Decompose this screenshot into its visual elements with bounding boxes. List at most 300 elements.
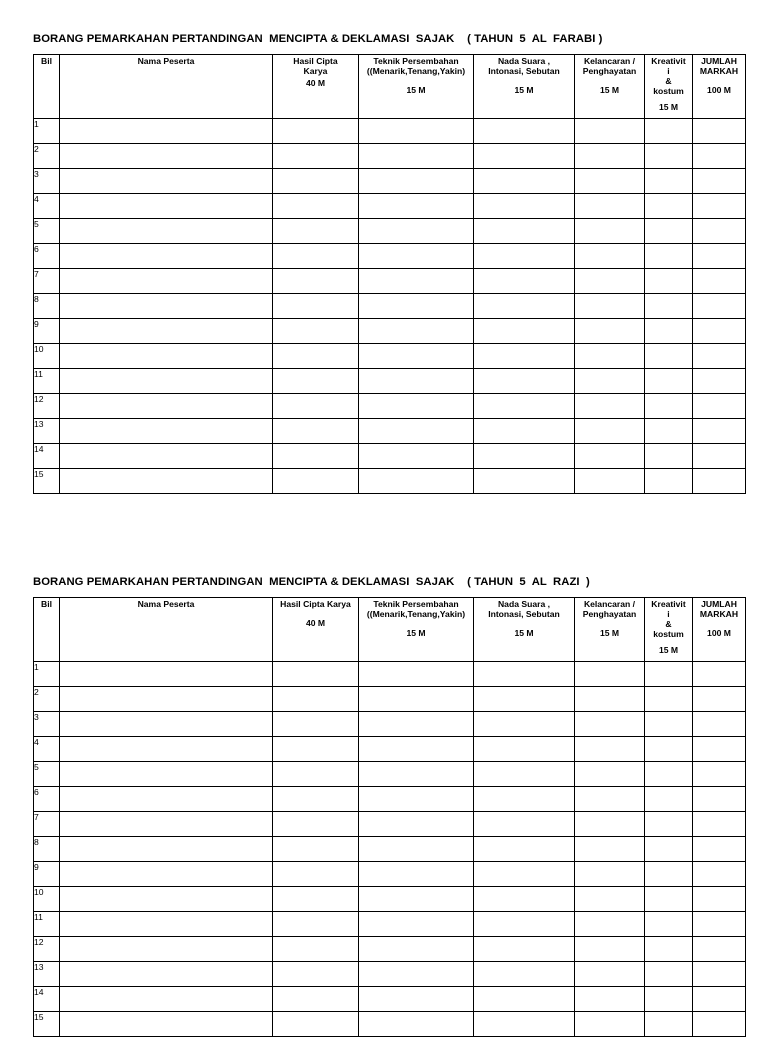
- table-row: [34, 812, 746, 837]
- nama-cell[interactable]: [60, 269, 273, 294]
- bil-cell: 3: [34, 712, 60, 737]
- header-hasil-cipta-karya: [273, 55, 359, 119]
- jumlah-cell[interactable]: [693, 119, 746, 144]
- nama-cell[interactable]: [60, 962, 273, 987]
- hasil-cell[interactable]: [273, 194, 359, 219]
- table-row: [34, 369, 746, 394]
- bil-cell: 14: [34, 444, 60, 469]
- kreativiti-cell[interactable]: [645, 144, 693, 169]
- nada-cell[interactable]: [474, 394, 575, 419]
- hasil-cell[interactable]: [273, 812, 359, 837]
- kreativiti-cell[interactable]: [645, 419, 693, 444]
- kelancaran-cell[interactable]: [575, 144, 645, 169]
- bil-cell: 12: [34, 937, 60, 962]
- bil-cell: 5: [34, 219, 60, 244]
- jumlah-cell[interactable]: [693, 194, 746, 219]
- kelancaran-cell[interactable]: [575, 987, 645, 1012]
- kelancaran-cell[interactable]: [575, 244, 645, 269]
- bil-cell: 15: [34, 1012, 60, 1037]
- nada-cell[interactable]: [474, 837, 575, 862]
- nama-cell[interactable]: [60, 144, 273, 169]
- kelancaran-cell[interactable]: [575, 912, 645, 937]
- header-nada-suara: [474, 55, 575, 119]
- form-title: BORANG PEMARKAHAN PERTANDINGAN MENCIPTA & DEKLAMASI SAJAK ( TAHUN 5 AL RAZI ): [33, 576, 590, 588]
- header-kreativiti-marks: 15 M: [658, 102, 679, 112]
- nama-cell[interactable]: [60, 469, 273, 494]
- bil-cell: 2: [34, 144, 60, 169]
- kreativiti-cell[interactable]: [645, 937, 693, 962]
- header-hasil-marks: 40 M: [305, 618, 326, 628]
- kreativiti-cell[interactable]: [645, 394, 693, 419]
- jumlah-cell[interactable]: [693, 987, 746, 1012]
- kelancaran-cell[interactable]: [575, 887, 645, 912]
- teknik-cell[interactable]: [359, 319, 474, 344]
- bil-cell: 8: [34, 294, 60, 319]
- nada-cell[interactable]: [474, 319, 575, 344]
- nama-cell[interactable]: [60, 369, 273, 394]
- header-kelancaran-marks: 15 M: [599, 85, 620, 95]
- jumlah-cell[interactable]: [693, 687, 746, 712]
- hasil-cell[interactable]: [273, 987, 359, 1012]
- teknik-cell[interactable]: [359, 119, 474, 144]
- jumlah-cell[interactable]: [693, 762, 746, 787]
- table-row: [34, 987, 746, 1012]
- hasil-cell[interactable]: [273, 862, 359, 887]
- hasil-cell[interactable]: [273, 294, 359, 319]
- nada-cell[interactable]: [474, 887, 575, 912]
- header-kelancaran: [575, 55, 645, 119]
- nada-cell[interactable]: [474, 862, 575, 887]
- header-bil: [34, 598, 60, 662]
- kelancaran-cell[interactable]: [575, 862, 645, 887]
- nama-cell[interactable]: [60, 194, 273, 219]
- kelancaran-cell[interactable]: [575, 419, 645, 444]
- nama-cell[interactable]: [60, 119, 273, 144]
- kelancaran-cell[interactable]: [575, 812, 645, 837]
- nada-cell[interactable]: [474, 1012, 575, 1037]
- kelancaran-cell[interactable]: [575, 194, 645, 219]
- jumlah-cell[interactable]: [693, 737, 746, 762]
- hasil-cell[interactable]: [273, 344, 359, 369]
- teknik-cell[interactable]: [359, 987, 474, 1012]
- jumlah-cell[interactable]: [693, 787, 746, 812]
- header-jumlah-markah: [693, 55, 746, 119]
- nama-cell[interactable]: [60, 444, 273, 469]
- nada-cell[interactable]: [474, 812, 575, 837]
- nada-cell[interactable]: [474, 662, 575, 687]
- table-row: [34, 319, 746, 344]
- nama-cell[interactable]: [60, 762, 273, 787]
- header-kelancaran: [575, 598, 645, 662]
- kelancaran-cell[interactable]: [575, 962, 645, 987]
- jumlah-cell[interactable]: [693, 1012, 746, 1037]
- nama-cell[interactable]: [60, 344, 273, 369]
- hasil-cell[interactable]: [273, 912, 359, 937]
- bil-cell: 10: [34, 344, 60, 369]
- nama-cell[interactable]: [60, 887, 273, 912]
- bil-cell: 15: [34, 469, 60, 494]
- kreativiti-cell[interactable]: [645, 469, 693, 494]
- kreativiti-cell[interactable]: [645, 762, 693, 787]
- nada-cell[interactable]: [474, 987, 575, 1012]
- kelancaran-cell[interactable]: [575, 444, 645, 469]
- bil-cell: 5: [34, 762, 60, 787]
- teknik-cell[interactable]: [359, 469, 474, 494]
- table-row: [34, 762, 746, 787]
- kelancaran-cell[interactable]: [575, 737, 645, 762]
- kreativiti-cell[interactable]: [645, 344, 693, 369]
- bil-cell: 12: [34, 394, 60, 419]
- hasil-cell[interactable]: [273, 712, 359, 737]
- nada-cell[interactable]: [474, 194, 575, 219]
- kelancaran-cell[interactable]: [575, 344, 645, 369]
- nada-cell[interactable]: [474, 937, 575, 962]
- teknik-cell[interactable]: [359, 712, 474, 737]
- kreativiti-cell[interactable]: [645, 119, 693, 144]
- kelancaran-cell[interactable]: [575, 169, 645, 194]
- kelancaran-cell[interactable]: [575, 294, 645, 319]
- table-row: [34, 1012, 746, 1037]
- header-bil-label: Bil: [41, 599, 52, 609]
- header-kreativiti: [645, 598, 693, 662]
- hasil-cell[interactable]: [273, 244, 359, 269]
- nada-cell[interactable]: [474, 144, 575, 169]
- hasil-cell[interactable]: [273, 737, 359, 762]
- hasil-cell[interactable]: [273, 762, 359, 787]
- table-row: [34, 294, 746, 319]
- nama-cell[interactable]: [60, 787, 273, 812]
- hasil-cell[interactable]: [273, 937, 359, 962]
- header-nada-marks: 15 M: [514, 628, 534, 638]
- nada-cell[interactable]: [474, 369, 575, 394]
- kelancaran-cell[interactable]: [575, 1012, 645, 1037]
- jumlah-cell[interactable]: [693, 219, 746, 244]
- kreativiti-cell[interactable]: [645, 662, 693, 687]
- kelancaran-cell[interactable]: [575, 762, 645, 787]
- header-nama-label: Nama Peserta: [137, 599, 195, 609]
- jumlah-cell[interactable]: [693, 369, 746, 394]
- teknik-cell[interactable]: [359, 294, 474, 319]
- header-nama-label: Nama Peserta: [137, 56, 195, 66]
- header-jumlah-marks: 100 M: [707, 628, 731, 638]
- kreativiti-cell[interactable]: [645, 862, 693, 887]
- hasil-cell[interactable]: [273, 837, 359, 862]
- hasil-cell[interactable]: [273, 469, 359, 494]
- header-teknik-label: Teknik Persembahan ((Menarik,Tenang,Yakin): [366, 56, 466, 76]
- hasil-cell[interactable]: [273, 144, 359, 169]
- bil-cell: 8: [34, 837, 60, 862]
- teknik-cell[interactable]: [359, 687, 474, 712]
- teknik-cell[interactable]: [359, 662, 474, 687]
- header-jumlah-marks: 100 M: [707, 85, 731, 95]
- score-table: [33, 54, 746, 494]
- score-table: [33, 597, 746, 1037]
- jumlah-cell[interactable]: [693, 469, 746, 494]
- teknik-cell[interactable]: [359, 244, 474, 269]
- header-kelancaran-label: Kelancaran / Penghayatan: [582, 56, 637, 76]
- nada-cell[interactable]: [474, 687, 575, 712]
- jumlah-cell[interactable]: [693, 962, 746, 987]
- nama-cell[interactable]: [60, 419, 273, 444]
- kelancaran-cell[interactable]: [575, 469, 645, 494]
- bil-cell: 6: [34, 787, 60, 812]
- table-row: [34, 887, 746, 912]
- header-kreativiti-label: Kreativit i & kostum: [651, 599, 686, 639]
- kreativiti-cell[interactable]: [645, 294, 693, 319]
- table-row: [34, 419, 746, 444]
- bil-cell: 13: [34, 962, 60, 987]
- bil-cell: 10: [34, 887, 60, 912]
- bil-cell: 4: [34, 194, 60, 219]
- nada-cell[interactable]: [474, 219, 575, 244]
- nada-cell[interactable]: [474, 762, 575, 787]
- jumlah-cell[interactable]: [693, 887, 746, 912]
- table-row: [34, 737, 746, 762]
- header-row: [34, 598, 746, 662]
- bil-cell: 3: [34, 169, 60, 194]
- hasil-cell[interactable]: [273, 119, 359, 144]
- kelancaran-cell[interactable]: [575, 269, 645, 294]
- hasil-cell[interactable]: [273, 687, 359, 712]
- kreativiti-cell[interactable]: [645, 787, 693, 812]
- hasil-cell[interactable]: [273, 787, 359, 812]
- bil-cell: 11: [34, 369, 60, 394]
- teknik-cell[interactable]: [359, 344, 474, 369]
- table-row: [34, 194, 746, 219]
- bil-cell: 6: [34, 244, 60, 269]
- jumlah-cell[interactable]: [693, 144, 746, 169]
- nama-cell[interactable]: [60, 737, 273, 762]
- nada-cell[interactable]: [474, 444, 575, 469]
- nama-cell[interactable]: [60, 319, 273, 344]
- teknik-cell[interactable]: [359, 837, 474, 862]
- header-kelancaran-marks: 15 M: [599, 628, 620, 638]
- nama-cell[interactable]: [60, 219, 273, 244]
- teknik-cell[interactable]: [359, 762, 474, 787]
- header-jumlah-label: JUMLAH MARKAH: [699, 599, 739, 619]
- header-kelancaran-label: Kelancaran / Penghayatan: [582, 599, 637, 619]
- bil-cell: 9: [34, 862, 60, 887]
- kreativiti-cell[interactable]: [645, 194, 693, 219]
- jumlah-cell[interactable]: [693, 419, 746, 444]
- jumlah-cell[interactable]: [693, 837, 746, 862]
- nada-cell[interactable]: [474, 787, 575, 812]
- nama-cell[interactable]: [60, 394, 273, 419]
- table-row: [34, 219, 746, 244]
- jumlah-cell[interactable]: [693, 444, 746, 469]
- header-teknik-marks: 15 M: [406, 628, 426, 638]
- jumlah-cell[interactable]: [693, 344, 746, 369]
- nada-cell[interactable]: [474, 419, 575, 444]
- kelancaran-cell[interactable]: [575, 787, 645, 812]
- hasil-cell[interactable]: [273, 962, 359, 987]
- bil-cell: 13: [34, 419, 60, 444]
- kreativiti-cell[interactable]: [645, 887, 693, 912]
- teknik-cell[interactable]: [359, 887, 474, 912]
- nama-cell[interactable]: [60, 169, 273, 194]
- form-section-al-farabi: [33, 32, 745, 494]
- teknik-cell[interactable]: [359, 194, 474, 219]
- jumlah-cell[interactable]: [693, 662, 746, 687]
- kreativiti-cell[interactable]: [645, 687, 693, 712]
- table-row: [34, 344, 746, 369]
- kreativiti-cell[interactable]: [645, 369, 693, 394]
- header-hasil-cipta-karya: [273, 598, 359, 662]
- teknik-cell[interactable]: [359, 369, 474, 394]
- kreativiti-cell[interactable]: [645, 219, 693, 244]
- header-teknik-persembahan: [359, 55, 474, 119]
- jumlah-cell[interactable]: [693, 812, 746, 837]
- jumlah-cell[interactable]: [693, 169, 746, 194]
- kreativiti-cell[interactable]: [645, 962, 693, 987]
- hasil-cell[interactable]: [273, 369, 359, 394]
- teknik-cell[interactable]: [359, 962, 474, 987]
- bil-cell: 2: [34, 687, 60, 712]
- hasil-cell[interactable]: [273, 887, 359, 912]
- table-row: [34, 394, 746, 419]
- nada-cell[interactable]: [474, 737, 575, 762]
- table-row: [34, 144, 746, 169]
- nama-cell[interactable]: [60, 1012, 273, 1037]
- nada-cell[interactable]: [474, 294, 575, 319]
- table-row: [34, 662, 746, 687]
- nama-cell[interactable]: [60, 937, 273, 962]
- jumlah-cell[interactable]: [693, 319, 746, 344]
- bil-cell: 7: [34, 812, 60, 837]
- nama-cell[interactable]: [60, 862, 273, 887]
- kreativiti-cell[interactable]: [645, 912, 693, 937]
- nama-cell[interactable]: [60, 912, 273, 937]
- header-bil: [34, 55, 60, 119]
- teknik-cell[interactable]: [359, 419, 474, 444]
- header-nada-marks: 15 M: [514, 85, 534, 95]
- hasil-cell[interactable]: [273, 444, 359, 469]
- hasil-cell[interactable]: [273, 169, 359, 194]
- table-row: [34, 119, 746, 144]
- jumlah-cell[interactable]: [693, 294, 746, 319]
- bil-cell: 1: [34, 662, 60, 687]
- table-row: [34, 687, 746, 712]
- hasil-cell[interactable]: [273, 419, 359, 444]
- header-teknik-marks: 15 M: [406, 85, 426, 95]
- kelancaran-cell[interactable]: [575, 394, 645, 419]
- table-row: [34, 169, 746, 194]
- table-row: [34, 787, 746, 812]
- nada-cell[interactable]: [474, 269, 575, 294]
- teknik-cell[interactable]: [359, 937, 474, 962]
- nama-cell[interactable]: [60, 987, 273, 1012]
- teknik-cell[interactable]: [359, 787, 474, 812]
- teknik-cell[interactable]: [359, 912, 474, 937]
- bil-cell: 14: [34, 987, 60, 1012]
- kreativiti-cell[interactable]: [645, 319, 693, 344]
- teknik-cell[interactable]: [359, 219, 474, 244]
- nama-cell[interactable]: [60, 662, 273, 687]
- teknik-cell[interactable]: [359, 144, 474, 169]
- nada-cell[interactable]: [474, 244, 575, 269]
- jumlah-cell[interactable]: [693, 394, 746, 419]
- jumlah-cell[interactable]: [693, 712, 746, 737]
- kreativiti-cell[interactable]: [645, 737, 693, 762]
- table-row: [34, 837, 746, 862]
- kreativiti-cell[interactable]: [645, 269, 693, 294]
- hasil-cell[interactable]: [273, 394, 359, 419]
- nada-cell[interactable]: [474, 912, 575, 937]
- nada-cell[interactable]: [474, 962, 575, 987]
- teknik-cell[interactable]: [359, 737, 474, 762]
- table-row: [34, 269, 746, 294]
- nama-cell[interactable]: [60, 294, 273, 319]
- kreativiti-cell[interactable]: [645, 444, 693, 469]
- kreativiti-cell[interactable]: [645, 244, 693, 269]
- bil-cell: 9: [34, 319, 60, 344]
- kreativiti-cell[interactable]: [645, 812, 693, 837]
- hasil-cell[interactable]: [273, 219, 359, 244]
- kelancaran-cell[interactable]: [575, 937, 645, 962]
- kelancaran-cell[interactable]: [575, 662, 645, 687]
- nada-cell[interactable]: [474, 119, 575, 144]
- header-hasil-marks: 40 M: [305, 78, 326, 88]
- teknik-cell[interactable]: [359, 269, 474, 294]
- hasil-cell[interactable]: [273, 662, 359, 687]
- header-teknik-persembahan: [359, 598, 474, 662]
- kelancaran-cell[interactable]: [575, 712, 645, 737]
- header-kreativiti: [645, 55, 693, 119]
- teknik-cell[interactable]: [359, 394, 474, 419]
- jumlah-cell[interactable]: [693, 244, 746, 269]
- nada-cell[interactable]: [474, 169, 575, 194]
- kelancaran-cell[interactable]: [575, 369, 645, 394]
- hasil-cell[interactable]: [273, 319, 359, 344]
- hasil-cell[interactable]: [273, 269, 359, 294]
- kelancaran-cell[interactable]: [575, 837, 645, 862]
- teknik-cell[interactable]: [359, 169, 474, 194]
- jumlah-cell[interactable]: [693, 269, 746, 294]
- nama-cell[interactable]: [60, 687, 273, 712]
- nama-cell[interactable]: [60, 712, 273, 737]
- hasil-cell[interactable]: [273, 1012, 359, 1037]
- teknik-cell[interactable]: [359, 1012, 474, 1037]
- jumlah-cell[interactable]: [693, 937, 746, 962]
- kreativiti-cell[interactable]: [645, 712, 693, 737]
- teknik-cell[interactable]: [359, 862, 474, 887]
- kreativiti-cell[interactable]: [645, 169, 693, 194]
- nama-cell[interactable]: [60, 244, 273, 269]
- kelancaran-cell[interactable]: [575, 119, 645, 144]
- kelancaran-cell[interactable]: [575, 219, 645, 244]
- jumlah-cell[interactable]: [693, 912, 746, 937]
- nada-cell[interactable]: [474, 469, 575, 494]
- kreativiti-cell[interactable]: [645, 837, 693, 862]
- kelancaran-cell[interactable]: [575, 687, 645, 712]
- nada-cell[interactable]: [474, 712, 575, 737]
- bil-cell: 1: [34, 119, 60, 144]
- jumlah-cell[interactable]: [693, 862, 746, 887]
- kelancaran-cell[interactable]: [575, 319, 645, 344]
- teknik-cell[interactable]: [359, 812, 474, 837]
- kreativiti-cell[interactable]: [645, 987, 693, 1012]
- nama-cell[interactable]: [60, 812, 273, 837]
- header-row: [34, 55, 746, 119]
- form-section-al-razi: [33, 575, 745, 1037]
- nada-cell[interactable]: [474, 344, 575, 369]
- teknik-cell[interactable]: [359, 444, 474, 469]
- nama-cell[interactable]: [60, 837, 273, 862]
- bil-cell: 7: [34, 269, 60, 294]
- kreativiti-cell[interactable]: [645, 1012, 693, 1037]
- table-row: [34, 712, 746, 737]
- header-jumlah-label: JUMLAH MARKAH: [699, 56, 739, 76]
